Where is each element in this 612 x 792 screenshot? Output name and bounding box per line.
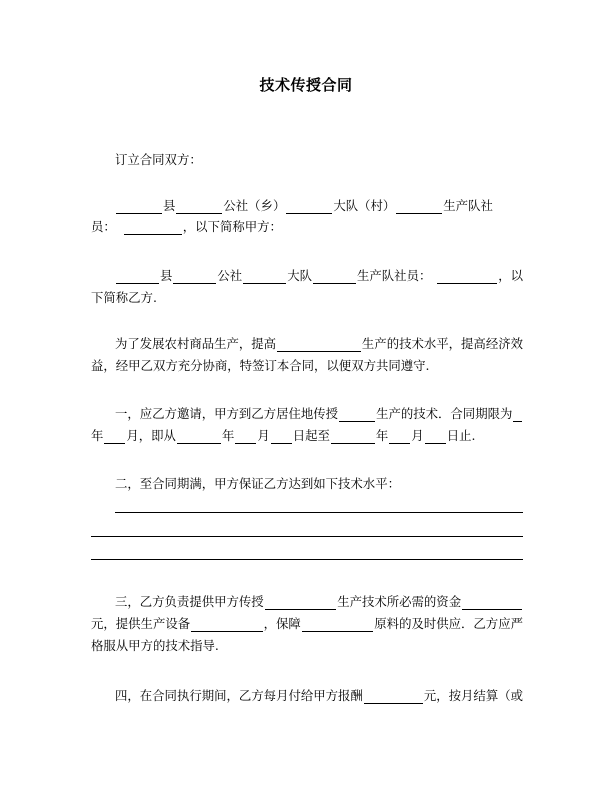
label-commune-b: 公社 [217, 268, 243, 283]
funds-blank[interactable] [462, 597, 522, 610]
label-brigade-b: 大队 [287, 268, 312, 283]
clause-1-line-1 [91, 406, 523, 422]
clause-3-text-3: 元，提供生产设备 [91, 616, 191, 631]
commune-blank-b[interactable] [173, 271, 216, 284]
clause-3-line-2 [91, 616, 523, 632]
term-months-blank[interactable] [104, 431, 125, 444]
party-b-line-1 [91, 268, 523, 284]
label-year-2: 年 [221, 428, 235, 443]
label-month-from: 月，即从 [126, 428, 176, 443]
label-team-member: 生产队社 [443, 198, 493, 213]
clause-1-line-2 [91, 428, 523, 444]
clause-3-line-3 [91, 638, 523, 654]
preamble-line-1 [91, 336, 523, 352]
label-brigade: 大队（村） [333, 198, 396, 213]
label-month-2: 月 [257, 428, 270, 443]
label-hereinafter: ，以 [498, 268, 523, 283]
clause-3-text-4: ，保障 [263, 616, 301, 631]
label-month-3: 月 [411, 428, 424, 443]
label-commune: 公社（乡） [223, 198, 286, 213]
party-b-name-blank[interactable] [437, 271, 497, 284]
technique-blank[interactable] [339, 409, 375, 422]
term-years-blank[interactable] [513, 409, 522, 422]
label-party-a: ，以下简称甲方： [182, 219, 282, 234]
preamble-line-2 [91, 358, 523, 374]
production-type-blank[interactable] [277, 339, 361, 352]
clause-2-line-1 [91, 476, 523, 492]
brigade-blank[interactable] [286, 201, 332, 214]
preamble-text-2: 生产的技术水平，提高经济效 [361, 336, 523, 351]
equipment-blank[interactable] [191, 619, 263, 632]
county-blank[interactable] [116, 201, 162, 214]
clause-4-text-2: 元，按月结算（或 [423, 688, 523, 703]
label-team-member-b: 生产队社员： [357, 268, 432, 283]
brigade-blank-b[interactable] [243, 271, 286, 284]
preamble-text-3: 益，经甲乙双方充分协商，特签订本合同，以便双方共同遵守. [91, 358, 430, 373]
clause-3-line-1 [91, 594, 523, 610]
clause-3-text-2: 生产技术所必需的资金 [337, 594, 462, 609]
commune-blank[interactable] [176, 201, 222, 214]
clause-1-text-1: 一，应乙方邀请，甲方到乙方居住地传授 [115, 406, 339, 421]
party-a-name-blank[interactable] [124, 222, 182, 235]
label-member: 员： [91, 219, 116, 234]
team-blank-b[interactable] [313, 271, 356, 284]
clause-4-text-1: 四，在合同执行期间，乙方每月付给甲方报酬 [115, 688, 363, 703]
team-blank[interactable] [396, 201, 442, 214]
label-party-b: 下简称乙方. [91, 290, 157, 305]
start-month-blank[interactable] [235, 431, 256, 444]
materials-blank[interactable] [302, 619, 374, 632]
end-year-blank[interactable] [331, 431, 375, 444]
party-b-line-2 [91, 290, 523, 306]
monthly-fee-blank[interactable] [364, 691, 423, 704]
clause-3-text-6: 格服从甲方的技术指导. [91, 638, 219, 653]
clause-2-text: 二，至合同期满，甲方保证乙方达到如下技术水平： [115, 476, 400, 491]
clause-3-text-1: 三，乙方负责提供甲方传授 [115, 594, 264, 609]
end-month-blank[interactable] [389, 431, 410, 444]
clause-1-text-2: 生产的技术．合同期限为 [376, 406, 513, 421]
clause-4-line-1 [91, 688, 523, 704]
intro-text: 订立合同双方： [115, 152, 202, 167]
county-blank-b[interactable] [116, 271, 159, 284]
label-year-3: 年 [375, 428, 389, 443]
preamble-text-1: 为了发展农村商品生产，提高 [115, 336, 277, 351]
intro-line [91, 152, 523, 168]
tech-level-blank-1[interactable] [115, 512, 523, 513]
label-day-end: 日止. [446, 428, 476, 443]
taught-production-blank[interactable] [265, 597, 337, 610]
end-day-blank[interactable] [425, 431, 446, 444]
party-a-line-2 [91, 219, 523, 235]
label-county: 县 [163, 198, 176, 213]
start-day-blank[interactable] [271, 431, 292, 444]
party-a-line-1 [91, 198, 523, 214]
clause-3-text-5: 原料的及时供应．乙方应严 [374, 616, 523, 631]
tech-level-blank-3[interactable] [91, 559, 523, 560]
tech-level-blank-2[interactable] [91, 536, 523, 537]
label-day-to: 日起至 [292, 428, 330, 443]
label-county-b: 县 [160, 268, 173, 283]
document-title: 技术传授合同 [259, 76, 353, 94]
label-year: 年 [91, 428, 104, 443]
start-year-blank[interactable] [177, 431, 221, 444]
